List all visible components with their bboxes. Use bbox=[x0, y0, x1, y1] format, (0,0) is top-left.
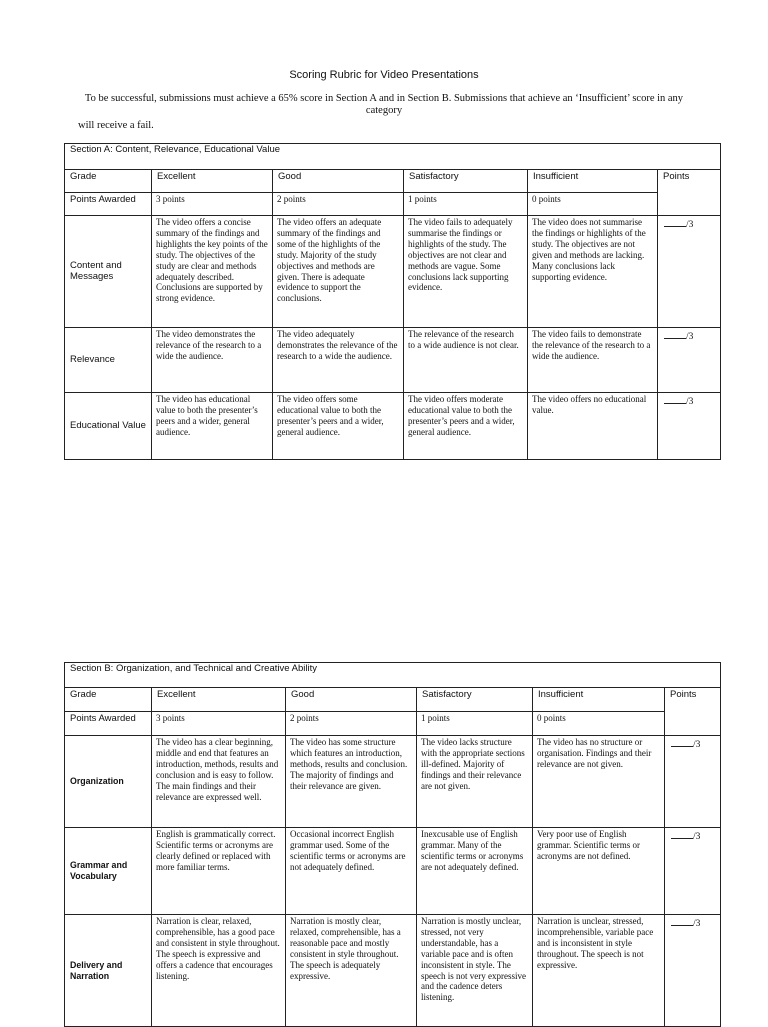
criterion-insufficient: The video does not summarise the findings or highlights of the study. The objectives are not given and methods are lacking. Many conclusions lack supporting evidence. bbox=[528, 216, 658, 328]
score-field[interactable] bbox=[665, 915, 721, 1027]
section-b-table bbox=[64, 662, 721, 1027]
criterion-good: The video adequately demonstrates the relevance of the research to a wide the audience. bbox=[273, 328, 404, 393]
criterion-excellent: Narration is clear, relaxed, comprehensible, has a good pace and consistent in style throughout. The speech is expressive and offers a cadence that encourages listening. bbox=[152, 915, 286, 1027]
score-field[interactable] bbox=[658, 393, 721, 460]
table-row bbox=[65, 216, 721, 328]
score-max: /3 bbox=[693, 919, 701, 929]
score-max: /3 bbox=[686, 220, 694, 230]
points-awarded-label: Points Awarded bbox=[65, 712, 152, 736]
col-grade-header: Grade bbox=[65, 170, 152, 193]
criterion-excellent: The video has a clear beginning, middle and end that features an introduction, methods, results and conclusion and is easy to follow. The main findings and their relevance are expressed well. bbox=[152, 736, 286, 828]
points-insufficient: 0 points bbox=[528, 193, 658, 216]
criterion-excellent: The video demonstrates the relevance of the research to a wide the audience. bbox=[152, 328, 273, 393]
criterion-insufficient: The video offers no educational value. bbox=[528, 393, 658, 460]
criterion-satisfactory: The relevance of the research to a wide audience is not clear. bbox=[404, 328, 528, 393]
col-satisfactory-header: Satisfactory bbox=[404, 170, 528, 193]
criterion-satisfactory: The video offers moderate educational value to both the presenter’s peers and a wider, general audience. bbox=[404, 393, 528, 460]
points-satisfactory: 1 points bbox=[417, 712, 533, 736]
intro-text: To be successful, submissions must achieve a 65% score in Section A and in Section B. Submissions that achieve an ‘Insufficient’ score in any category bbox=[84, 93, 684, 116]
points-excellent: 3 points bbox=[152, 193, 273, 216]
col-excellent-header: Excellent bbox=[152, 688, 286, 712]
criterion-excellent: The video offers a concise summary of the findings and highlights the key points of the study. The objectives of the study are clear and methods adequately described. Conclusions are supported by strong evidence. bbox=[152, 216, 273, 328]
criterion-satisfactory: The video lacks structure with the appropriate sections ill-defined. Majority of findings and their relevance are not given. bbox=[417, 736, 533, 828]
criterion-satisfactory: The video fails to adequately summarise the findings or highlights of the study. The objectives are not clear and methods are vague. Some conclusions lack supporting evidence. bbox=[404, 216, 528, 328]
col-good-header: Good bbox=[286, 688, 417, 712]
criterion-insufficient: The video fails to demonstrate the relevance of the research to a wide the audience. bbox=[528, 328, 658, 393]
score-max: /3 bbox=[693, 832, 701, 842]
table-row bbox=[65, 393, 721, 460]
criterion-good: Narration is mostly clear, relaxed, comprehensible, has a reasonable pace and mostly consistent in style throughout. The speech is adequately expressive. bbox=[286, 915, 417, 1027]
table-row bbox=[65, 736, 721, 828]
points-insufficient: 0 points bbox=[533, 712, 665, 736]
score-field[interactable] bbox=[665, 736, 721, 828]
row-label: Delivery and Narration bbox=[65, 915, 152, 1027]
table-row bbox=[65, 915, 721, 1027]
criterion-good: Occasional incorrect English grammar used. Some of the scientific terms or acronyms are not adequately defined. bbox=[286, 828, 417, 915]
criterion-good: The video offers some educational value to both the presenter’s peers and a wider, general audience. bbox=[273, 393, 404, 460]
document-title: Scoring Rubric for Video Presentations bbox=[289, 69, 479, 81]
col-points-header: Points bbox=[658, 170, 721, 216]
score-field[interactable] bbox=[665, 828, 721, 915]
score-field[interactable] bbox=[658, 216, 721, 328]
criterion-good: The video offers an adequate summary of the findings and some of the highlights of the study. Majority of the study objectives and methods are given. There is adequate evidence to support the conclusions. bbox=[273, 216, 404, 328]
row-label: Educational Value bbox=[65, 393, 152, 460]
table-row bbox=[65, 328, 721, 393]
criterion-good: The video has some structure which features an introduction, methods, results and conclusion. The majority of findings and their relevance are given. bbox=[286, 736, 417, 828]
table-row bbox=[65, 828, 721, 915]
score-max: /3 bbox=[686, 332, 694, 342]
row-label: Organization bbox=[65, 736, 152, 828]
points-good: 2 points bbox=[286, 712, 417, 736]
col-insufficient-header: Insufficient bbox=[528, 170, 658, 193]
intro-text-continued: will receive a fail. bbox=[78, 120, 154, 131]
score-max: /3 bbox=[686, 397, 694, 407]
points-satisfactory: 1 points bbox=[404, 193, 528, 216]
score-field[interactable] bbox=[658, 328, 721, 393]
criterion-insufficient: Narration is unclear, stressed, incomprehensible, variable pace and is inconsistent in style throughout. The speech is not expressive. bbox=[533, 915, 665, 1027]
criterion-satisfactory: Narration is mostly unclear, stressed, not very understandable, has a variable pace and is often inconsistent in style. The speech is not very expressive and the cadence deters listening. bbox=[417, 915, 533, 1027]
section-b-heading: Section B: Organization, and Technical and Creative Ability bbox=[65, 663, 721, 688]
col-grade-header: Grade bbox=[65, 688, 152, 712]
points-good: 2 points bbox=[273, 193, 404, 216]
criterion-insufficient: The video has no structure or organisation. Findings and their relevance are not given. bbox=[533, 736, 665, 828]
row-label: Grammar and Vocabulary bbox=[65, 828, 152, 915]
criterion-satisfactory: Inexcusable use of English grammar. Many of the scientific terms or acronyms are not adequately defined. bbox=[417, 828, 533, 915]
score-max: /3 bbox=[693, 740, 701, 750]
criterion-insufficient: Very poor use of English grammar. Scientific terms or acronyms are not defined. bbox=[533, 828, 665, 915]
criterion-excellent: The video has educational value to both the presenter’s peers and a wider, general audience. bbox=[152, 393, 273, 460]
col-insufficient-header: Insufficient bbox=[533, 688, 665, 712]
row-label: Content and Messages bbox=[65, 216, 152, 328]
points-awarded-label: Points Awarded bbox=[65, 193, 152, 216]
col-points-header: Points bbox=[665, 688, 721, 736]
points-excellent: 3 points bbox=[152, 712, 286, 736]
row-label: Relevance bbox=[65, 328, 152, 393]
criterion-excellent: English is grammatically correct. Scientific terms or acronyms are clearly defined or replaced with more familiar terms. bbox=[152, 828, 286, 915]
col-satisfactory-header: Satisfactory bbox=[417, 688, 533, 712]
col-good-header: Good bbox=[273, 170, 404, 193]
section-a-heading: Section A: Content, Relevance, Educational Value bbox=[65, 144, 721, 170]
section-a-table bbox=[64, 143, 721, 460]
col-excellent-header: Excellent bbox=[152, 170, 273, 193]
